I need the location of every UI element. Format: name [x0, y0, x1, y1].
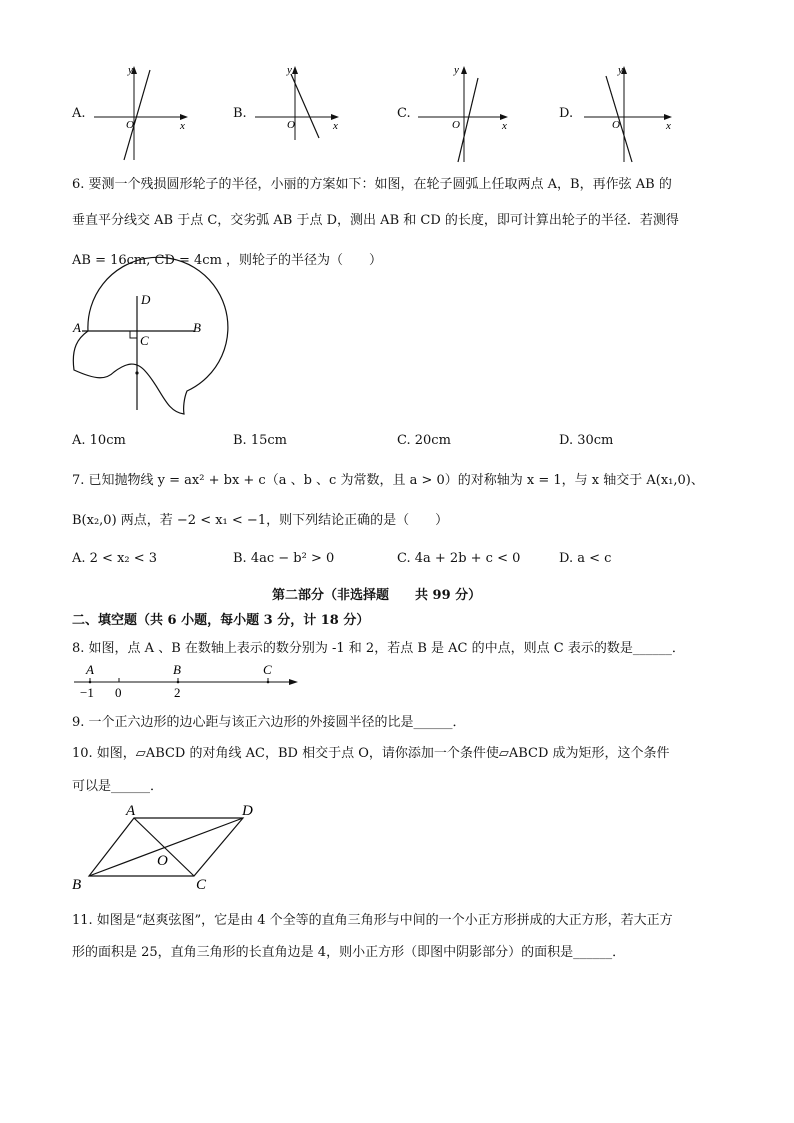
q5-option-c-label: C. — [397, 106, 411, 121]
q8-number-line — [72, 660, 302, 700]
q8-label-b: B — [173, 662, 181, 677]
q7-line-1: 7. 已知抛物线 y = ax² + bx + c（a 、b 、c 为常数，且 a > 0）的对称轴为 x = 1，与 x 轴交于 A(x₁,0)、 — [72, 473, 704, 488]
q5-a-x: x — [180, 120, 185, 132]
q5-option-d-label: D. — [559, 106, 574, 121]
q6-line-1: 6. 要测一个残损圆形轮子的半径，小丽的方案如下：如图，在轮子圆弧上任取两点 A，B，再作弦 AB 的 — [72, 177, 672, 192]
q5-graph-a — [92, 62, 192, 172]
q10-line-1: 10. 如图，▱ABCD 的对角线 AC，BD 相交于点 O，请你添加一个条件使▱ABCD 成为矩形，这个条件 — [72, 746, 670, 761]
q7-option-d: D. a < c — [559, 551, 612, 566]
q5-graph-c — [416, 62, 516, 172]
q8-text: 8. 如图，点 A 、B 在数轴上表示的数分别为 -1 和 2，若点 B 是 AC 的中点，则点 C 表示的数是______． — [72, 641, 685, 656]
q8-tick-0: 0 — [115, 685, 122, 700]
q6-option-c: C. 20cm — [397, 433, 451, 448]
q5-c-y: y — [454, 64, 459, 76]
q8-tick-2: 2 — [174, 685, 181, 700]
q7-option-b: B. 4ac − b² > 0 — [233, 551, 335, 566]
q10-fig-o: O — [157, 853, 168, 869]
q10-fig-b: B — [72, 877, 82, 893]
q5-a-y: y — [128, 64, 133, 76]
q5-graph-b — [253, 62, 353, 172]
q6-option-b: B. 15cm — [233, 433, 287, 448]
q11-line-1: 11. 如图是“赵爽弦图”，它是由 4 个全等的直角三角形与中间的一个小正方形拼成的大正方形，若大正方 — [72, 913, 673, 928]
section-fill-in-heading: 二、填空题（共 6 小题，每小题 3 分，计 18 分） — [72, 613, 370, 628]
q8-label-a: A — [86, 662, 94, 677]
q5-b-o: O — [287, 119, 295, 131]
q10-parallelogram-figure — [66, 800, 266, 895]
q10-fig-a: A — [126, 803, 136, 819]
q5-d-y: y — [618, 64, 623, 76]
q6-line-2: 垂直平分线交 AB 于点 C，交劣弧 AB 于点 D，测出 AB 和 CD 的长度，即可计算出轮子的半径．若测得 — [72, 213, 679, 228]
q6-fig-c: C — [140, 333, 149, 348]
q11-line-2: 形的面积是 25，直角三角形的长直角边是 4，则小正方形（即图中阴影部分）的面积是______． — [72, 945, 626, 960]
q5-d-o: O — [612, 119, 620, 131]
q6-wheel-figure — [66, 288, 216, 418]
q6-option-d: D. 30cm — [559, 433, 614, 448]
q7-option-a: A. 2 < x₂ < 3 — [72, 551, 158, 566]
q5-c-x: x — [502, 120, 507, 132]
q6-option-a: A. 10cm — [72, 433, 126, 448]
q9-text: 9. 一个正六边形的边心距与该正六边形的外接圆半径的比是______． — [72, 715, 466, 730]
q6-fig-d: D — [141, 292, 151, 307]
q8-label-c: C — [263, 662, 272, 677]
q5-a-o: O — [126, 119, 134, 131]
q5-c-o: O — [452, 119, 460, 131]
q8-tick-neg1: −1 — [80, 685, 94, 700]
q5-option-b-label: B. — [233, 106, 247, 121]
q5-d-x: x — [666, 120, 671, 132]
q6-fig-b: B — [193, 320, 201, 335]
q6-fig-a: A — [73, 320, 81, 335]
q7-line-2: B(x₂,0) 两点，若 −2 < x₁ < −1，则下列结论正确的是（ ） — [72, 513, 449, 528]
q5-option-a-label: A. — [72, 106, 86, 121]
q10-line-2: 可以是______． — [72, 779, 164, 794]
part2-title: 第二部分（非选择题 共 99 分） — [272, 588, 482, 603]
q6-line-3: AB = 16cm, CD = 4cm ，则轮子的半径为（ ） — [72, 253, 383, 268]
q7-option-c: C. 4a + 2b + c < 0 — [397, 551, 521, 566]
q5-b-y: y — [287, 64, 292, 76]
q5-b-x: x — [333, 120, 338, 132]
q5-graph-d — [582, 62, 682, 172]
q10-fig-d: D — [242, 803, 253, 819]
q10-fig-c: C — [196, 877, 207, 893]
